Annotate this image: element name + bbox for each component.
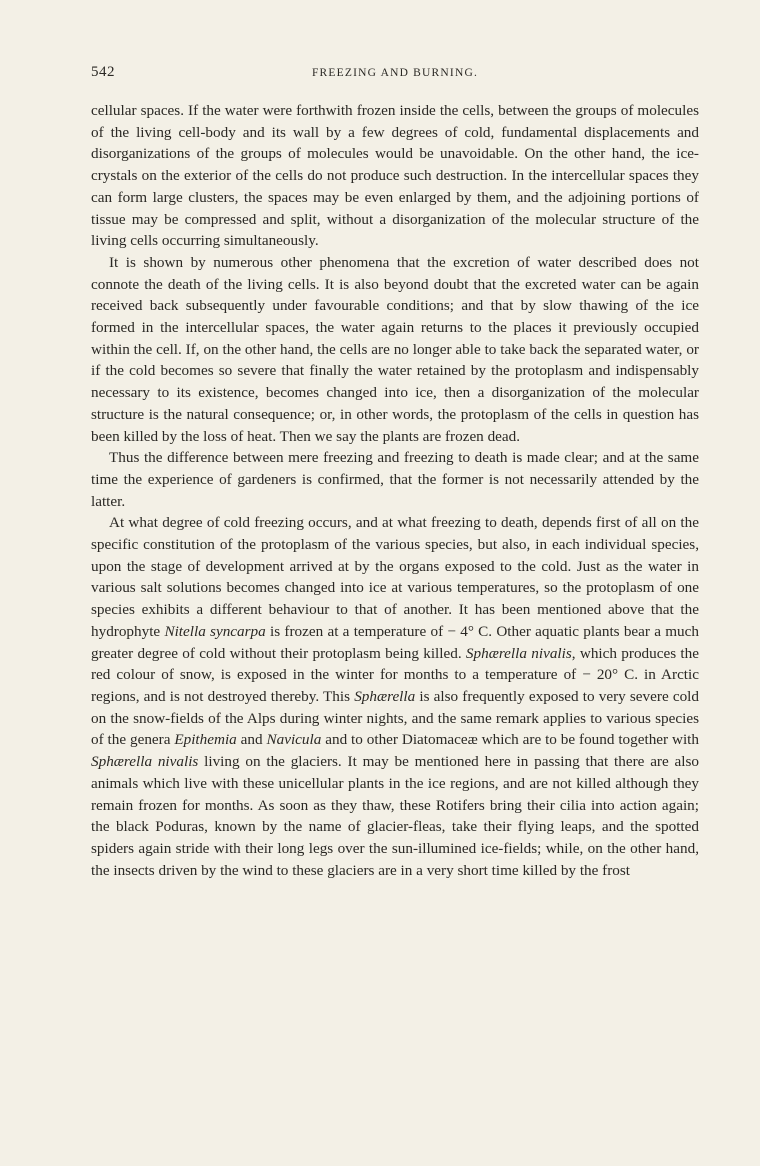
text-run: and (236, 731, 267, 749)
paragraph (91, 447, 699, 512)
italic-taxon: Epithemia (174, 731, 237, 749)
italic-taxon: Sphærella nivalis (465, 644, 572, 662)
text-run: At what degree of cold freezing occurs, and at what freezing to death, depends first of all on the specific constitution of the protoplasm of the various species, but also, in each individual species, upon the stage of development arrived at by the organs exposed to the cold. Just as the water in various salt solutions becomes changed into ice at various temperatures, so the protoplasm of one species exhibits a different behaviour to that of another. It has been mentioned above that the hydrophyte (91, 514, 699, 640)
text-run: cellular spaces. If the water were forthwith frozen inside the cells, between the groups of molecules of the living cell-body and its wall by a few degrees of cold, fundamental displacements and disorganizations of the groups of molecules would be unavoidable. On the other hand, the ice-crystals on the exterior of the cells do not produce such destruction. In the intercellular spaces they can form large clusters, the spaces may be even enlarged by them, and the adjoining portions of tissue may be compressed and split, without a disorganization of the molecular structure of the living cells occurring simultaneously. (91, 102, 699, 250)
running-title: FREEZING AND BURNING. (311, 67, 479, 79)
page-header (91, 64, 699, 86)
body-text (91, 100, 699, 881)
page-number: 542 (91, 64, 115, 80)
italic-taxon: Sphærella (354, 687, 416, 705)
paragraph (91, 100, 699, 252)
italic-taxon: Nitella syncarpa (164, 622, 266, 640)
text-run: and to other Diatomaceæ which are to be found together with (321, 731, 699, 749)
italic-taxon: Sphærella nivalis (91, 753, 199, 771)
text-run: It is shown by numerous other phenomena that the excretion of water described does not connote the death of the living cells. It is also beyond doubt that the excreted water can be again received back subsequently under favourable conditions; and that by slow thawing of the ice formed in the intercellular spaces, the water again returns to the places it previously occupied within the cell. If, on the other hand, the cells are no longer able to take back the separated water, or if the cold becomes so severe that finally the water retained by the protoplasm and indispensably necessary to its existence, becomes changed into ice, then a disorganization of the molecular structure is the natural consequence; or, in other words, the protoplasm of the cells in question has been killed by the loss of heat. Then we say the plants are frozen dead. (91, 253, 699, 445)
text-run: Thus the difference between mere freezing and freezing to death is made clear; and at the same time the experience of gardeners is confirmed, that the former is not necessarily attended by the latter. (91, 449, 699, 510)
text-run: , which produces the red colour of snow, is exposed in the winter for months to a temperature of − 20° C. in Arctic regions, and is not destroyed thereby. This (91, 644, 699, 705)
text-run: is also frequently exposed to very severe cold on the snow-fields of the Alps during winter nights, and the same remark applies to various species of the genera (91, 687, 699, 749)
paragraph (91, 252, 699, 447)
text-run: is frozen at a temperature of − 4° C. Other aquatic plants bear a much greater degree of cold without their protoplasm being killed. (91, 622, 699, 662)
text-run: living on the glaciers. It may be mentioned here in passing that there are also animals which live with these unicellular plants in the ice regions, and are not killed although they remain frozen for months. As soon as they thaw, these Rotifers bring their cilia into action again; the black Poduras, known by the name of glacier-fleas, take their flying leaps, and the spotted spiders again stride with their long legs over the sun-illumined ice-fields; while, on the other hand, the insects driven by the wind to these glaciers are in a very short time killed by the frost (91, 753, 699, 879)
paragraph (91, 512, 699, 881)
italic-taxon: Navicula (266, 731, 322, 749)
